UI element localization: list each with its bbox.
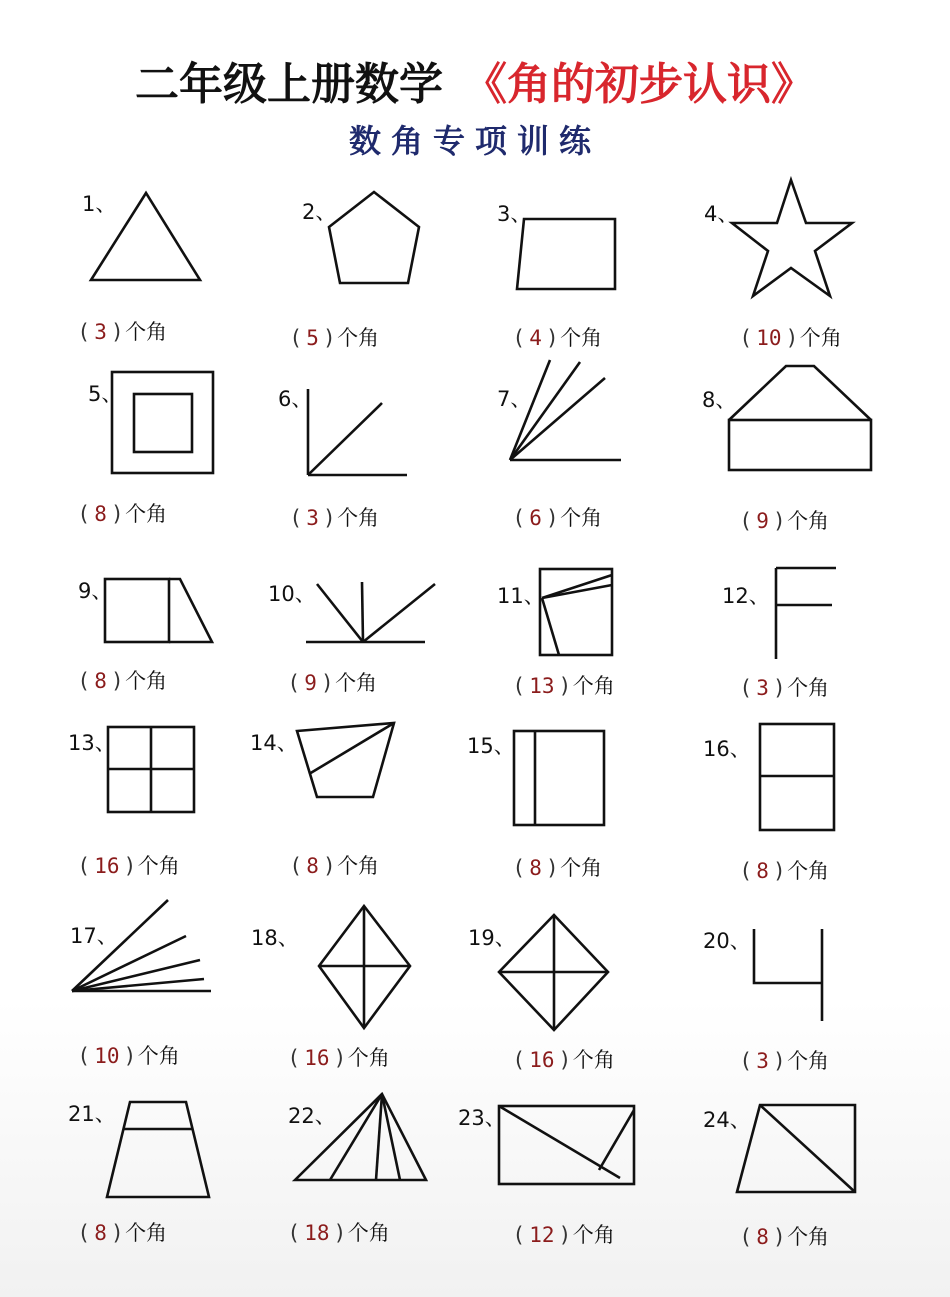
problem-number: 9、	[78, 579, 113, 603]
answer-unit: 个角	[337, 854, 380, 878]
answer-unit: 个角	[347, 1046, 390, 1070]
answer-value: 8	[306, 854, 319, 878]
answer-unit: 个角	[572, 674, 615, 698]
answer-value: 3	[94, 320, 107, 344]
cup-trapezoid-figure	[102, 1097, 214, 1201]
answer-value: 16	[529, 1048, 555, 1072]
star-figure	[728, 176, 858, 301]
answer-line: ( 4 ) 个角	[515, 326, 603, 350]
problem-number: 22、	[288, 1104, 336, 1128]
answer-value: 9	[756, 509, 769, 533]
problem-number: 14、	[250, 731, 298, 755]
answer-value: 6	[529, 506, 542, 530]
answer-value: 3	[306, 506, 319, 530]
answer-line: ( 12 ) 个角	[515, 1223, 615, 1247]
problem-number: 15、	[467, 734, 515, 758]
answer-value: 18	[304, 1221, 330, 1245]
answer-unit: 个角	[787, 1225, 830, 1249]
answer-value: 10	[756, 326, 782, 350]
problem-number: 24、	[703, 1108, 751, 1132]
title-main: 二年级上册数学	[135, 59, 443, 110]
answer-unit: 个角	[337, 326, 380, 350]
answer-unit: 个角	[347, 1221, 390, 1245]
rays-on-line-figure	[303, 578, 438, 648]
answer-unit: 个角	[787, 859, 830, 883]
answer-unit: 个角	[560, 856, 603, 880]
worksheet-subtitle: 数角专项训练	[348, 122, 601, 160]
square-with-triangle-figure	[100, 575, 218, 647]
answer-line: ( 13 ) 个角	[515, 674, 615, 698]
problem-number: 7、	[497, 387, 532, 411]
answer-value: 8	[756, 859, 769, 883]
problem-number: 21、	[68, 1102, 116, 1126]
five-rays-figure	[68, 895, 216, 995]
problem-number: 12、	[722, 584, 770, 608]
problem-number: 19、	[468, 926, 516, 950]
problem-number: 3、	[497, 202, 532, 226]
answer-line: ( 16 ) 个角	[515, 1048, 615, 1072]
answer-unit: 个角	[787, 1049, 830, 1073]
trapezoid-with-diagonal-figure	[732, 1100, 860, 1196]
answer-line: ( 10 ) 个角	[80, 1044, 180, 1068]
problem-number: 5、	[88, 382, 123, 406]
problem-number: 20、	[703, 929, 751, 953]
answer-line: ( 16 ) 个角	[290, 1046, 390, 1070]
answer-unit: 个角	[137, 1044, 180, 1068]
problem-number: 1、	[82, 192, 117, 216]
rectangle-with-segments-figure	[495, 1102, 640, 1188]
answer-unit: 个角	[125, 669, 168, 693]
diamond-figure	[494, 910, 614, 1034]
answer-value: 3	[756, 676, 769, 700]
answer-unit: 个角	[125, 1221, 168, 1245]
problem-number: 23、	[458, 1106, 506, 1130]
answer-value: 16	[94, 854, 120, 878]
answer-line: ( 8 ) 个角	[742, 1225, 830, 1249]
problem-number: 10、	[268, 582, 316, 606]
nested-squares-figure	[108, 368, 218, 478]
house-figure	[724, 360, 876, 475]
answer-line: ( 8 ) 个角	[80, 669, 168, 693]
answer-value: 8	[94, 502, 107, 526]
problem-number: 11、	[497, 584, 545, 608]
answer-value: 8	[529, 856, 542, 880]
letter-f-figure	[770, 564, 840, 662]
answer-unit: 个角	[335, 671, 378, 695]
letter-shape-figure	[748, 925, 830, 1025]
answer-line: ( 3 ) 个角	[80, 320, 168, 344]
answer-line: ( 8 ) 个角	[742, 859, 830, 883]
answer-line: ( 3 ) 个角	[742, 1049, 830, 1073]
answer-line: ( 8 ) 个角	[80, 502, 168, 526]
answer-unit: 个角	[787, 509, 830, 533]
answer-value: 12	[529, 1223, 555, 1247]
answer-line: ( 8 ) 个角	[515, 856, 603, 880]
pentagon-figure	[322, 188, 427, 288]
answer-value: 8	[94, 669, 107, 693]
answer-value: 3	[756, 1049, 769, 1073]
problem-number: 17、	[70, 924, 118, 948]
answer-line: ( 9 ) 个角	[742, 509, 830, 533]
kite-figure	[314, 902, 416, 1032]
problem-number: 8、	[702, 388, 737, 412]
answer-unit: 个角	[125, 502, 168, 526]
answer-line: ( 5 ) 个角	[292, 326, 380, 350]
problem-number: 2、	[302, 200, 337, 224]
answer-unit: 个角	[337, 506, 380, 530]
fan-rays-figure	[505, 356, 627, 468]
answer-unit: 个角	[799, 326, 842, 350]
problem-number: 6、	[278, 387, 313, 411]
rectangle-with-line-figure	[510, 727, 610, 829]
answer-unit: 个角	[787, 676, 830, 700]
rectangle-with-lines-figure	[536, 565, 618, 659]
problem-number: 4、	[704, 202, 739, 226]
triangle-figure	[85, 188, 210, 288]
answer-line: ( 3 ) 个角	[292, 506, 380, 530]
quadrilateral-figure	[512, 214, 620, 294]
answer-unit: 个角	[572, 1223, 615, 1247]
title-highlight: 《角的初步认识》	[463, 59, 815, 110]
answer-line: ( 8 ) 个角	[292, 854, 380, 878]
answer-value: 13	[529, 674, 555, 698]
problem-number: 16、	[703, 737, 751, 761]
answer-line: ( 8 ) 个角	[80, 1221, 168, 1245]
triangle-with-cevians-figure	[290, 1090, 432, 1184]
answer-value: 9	[304, 671, 317, 695]
split-rectangle-figure	[756, 720, 838, 834]
answer-value: 8	[94, 1221, 107, 1245]
answer-unit: 个角	[560, 326, 603, 350]
answer-value: 10	[94, 1044, 120, 1068]
window-grid-figure	[104, 723, 199, 815]
trapezoid-with-diagonal-figure	[292, 718, 400, 802]
answer-value: 16	[304, 1046, 330, 1070]
answer-line: ( 6 ) 个角	[515, 506, 603, 530]
answer-unit: 个角	[137, 854, 180, 878]
answer-value: 4	[529, 326, 542, 350]
worksheet-title	[0, 48, 950, 112]
answer-value: 5	[306, 326, 319, 350]
answer-line: ( 10 ) 个角	[742, 326, 842, 350]
answer-line: ( 3 ) 个角	[742, 676, 830, 700]
problem-number: 18、	[251, 926, 299, 950]
problem-number: 13、	[68, 731, 116, 755]
answer-value: 8	[756, 1225, 769, 1249]
answer-line: ( 9 ) 个角	[290, 671, 378, 695]
answer-unit: 个角	[572, 1048, 615, 1072]
answer-unit: 个角	[560, 506, 603, 530]
answer-unit: 个角	[125, 320, 168, 344]
angle-rays-figure	[302, 385, 412, 480]
answer-line: ( 16 ) 个角	[80, 854, 180, 878]
answer-line: ( 18 ) 个角	[290, 1221, 390, 1245]
